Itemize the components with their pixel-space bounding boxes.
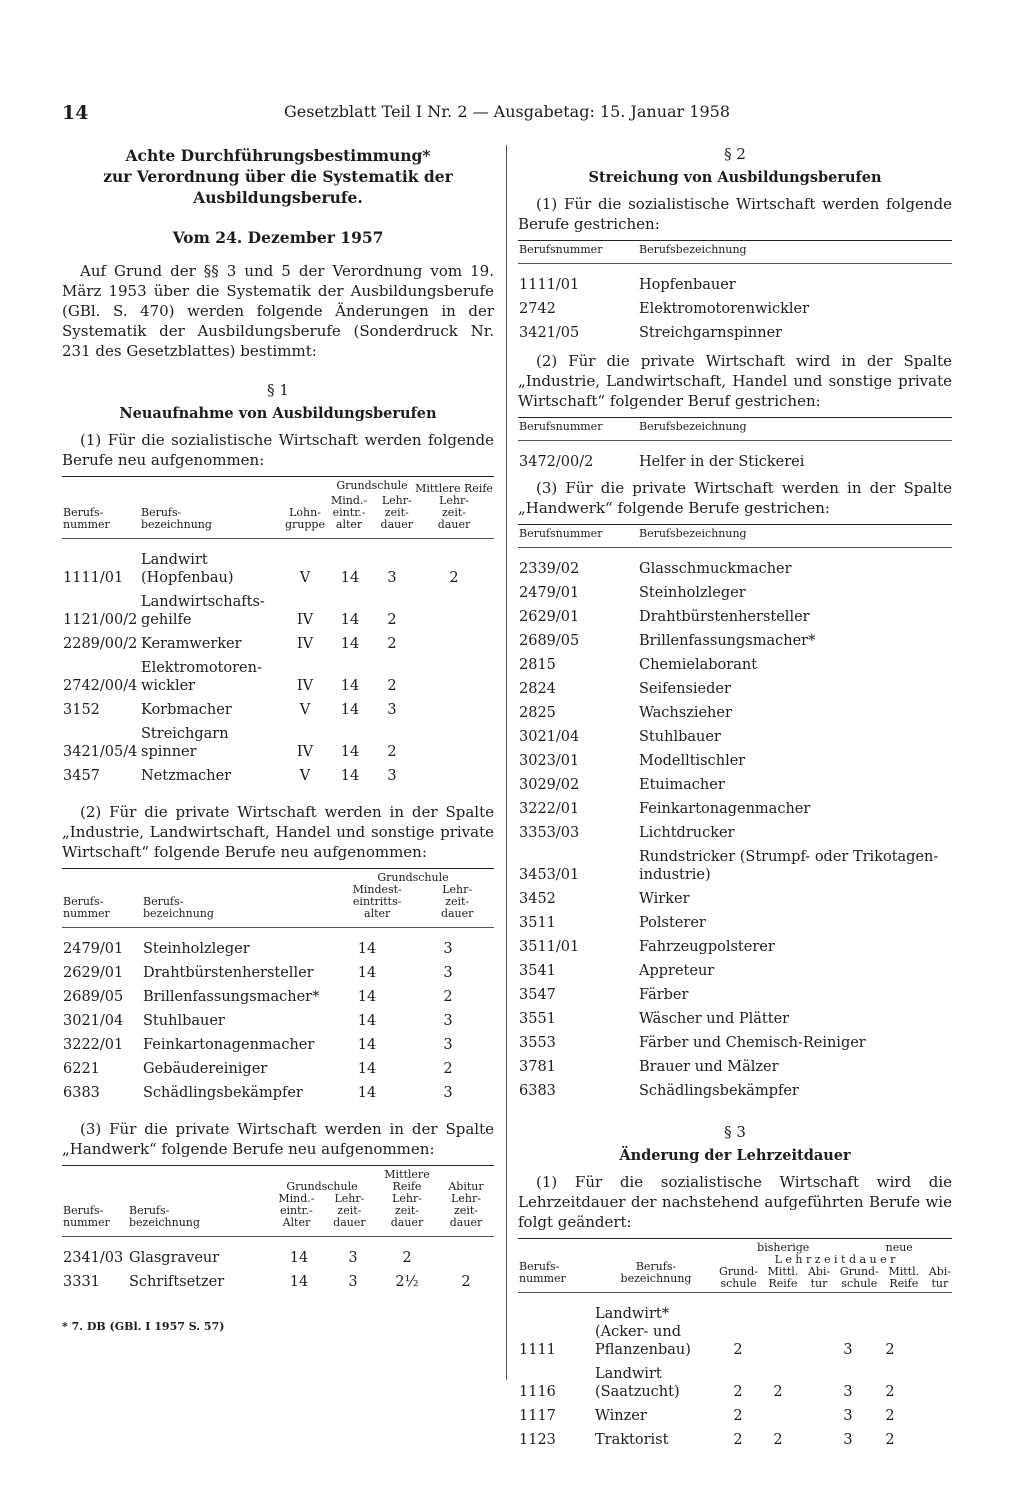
col-lehrzeit: Lehr- zeit- dauer <box>333 1192 366 1229</box>
cell-n-grundschule: 3 <box>843 1432 853 1448</box>
cell-b-mittl-reife: 2 <box>773 1384 783 1400</box>
cell-nummer: 2629/01 <box>519 609 580 625</box>
title-line: Ausbildungsberufe. <box>193 188 363 207</box>
table-row <box>518 297 952 321</box>
cell-lohngruppe: IV <box>296 678 314 694</box>
cell-lehrzeit: 3 <box>387 702 397 718</box>
cell-bezeichnung: Wäscher und Plätter <box>639 1011 790 1027</box>
section-1-number: § 1 <box>267 381 289 399</box>
cell-bezeichnung: Stuhlbauer <box>639 729 721 745</box>
table-row <box>62 1270 494 1294</box>
cell-n-abitur <box>910 1293 952 1363</box>
cell-nummer: 3511 <box>519 915 556 931</box>
table-row <box>518 1007 952 1031</box>
cell-nummer: 2825 <box>519 705 556 721</box>
section-2-title: Streichung von Ausbildungsberufen <box>588 169 882 186</box>
col-n-grundschule: Grund- schule <box>839 1265 879 1290</box>
cell-nummer: 3553 <box>519 1035 556 1051</box>
col-nummer: Berufs- nummer <box>63 1204 110 1229</box>
s2-paragraph-1: (1) Für die sozialistische Wirtschaft werden folgende Berufe gestrichen: <box>518 195 952 233</box>
section-2-number: § 2 <box>724 145 746 163</box>
table-row <box>518 677 952 701</box>
col-n-mittl-reife: Mittl. Reife <box>888 1265 920 1290</box>
cell-bezeichnung: Wirker <box>639 891 690 907</box>
cell-b-mittl-reife <box>758 1404 798 1428</box>
cell-lohngruppe: V <box>299 768 311 784</box>
cell-b-grundschule: 2 <box>733 1408 743 1424</box>
table-row <box>62 1081 494 1105</box>
cell-mr-lehrzeit <box>414 590 494 632</box>
cell-nummer: 3222/01 <box>63 1037 124 1053</box>
table-new-private-industry <box>62 868 494 1105</box>
page-header <box>62 100 952 126</box>
cell-bezeichnung: Etuimacher <box>639 777 725 793</box>
left-column <box>62 145 494 1333</box>
cell-bezeichnung: Stuhlbauer <box>143 1013 225 1029</box>
cell-lehrzeit: 3 <box>443 941 453 957</box>
cell-mr-lehrzeit: 2 <box>449 570 459 586</box>
cell-lohngruppe: IV <box>296 612 314 628</box>
col-b-abitur: Abi- tur <box>807 1265 831 1290</box>
cell-bezeichnung: Winzer <box>595 1408 647 1424</box>
cell-bezeichnung: Rundstricker (Strumpf- oder Trikotagen- industrie) <box>639 849 939 883</box>
cell-lehrzeit: 3 <box>443 1013 453 1029</box>
cell-mr-lehrzeit: 2½ <box>395 1274 419 1290</box>
table-row <box>518 321 952 345</box>
cell-b-grundschule: 2 <box>733 1342 743 1358</box>
table-row <box>518 1079 952 1103</box>
col-grundschule <box>332 869 494 928</box>
cell-bezeichnung: Glasgraveur <box>129 1250 220 1266</box>
cell-nummer: 2815 <box>519 657 556 673</box>
cell-nummer: 6383 <box>519 1083 556 1099</box>
cell-mr-lehrzeit <box>414 632 494 656</box>
table-row <box>518 821 952 845</box>
cell-bezeichnung: Fahrzeugpolsterer <box>639 939 775 955</box>
cell-nummer: 2339/02 <box>519 561 580 577</box>
group-grundschule: Grundschule <box>377 871 449 884</box>
table-row <box>62 764 494 788</box>
cell-nummer: 2341/03 <box>63 1250 124 1266</box>
cell-n-abitur <box>910 1404 952 1428</box>
intro-paragraph: Auf Grund der §§ 3 und 5 der Verordnung vom 19. März 1953 über die Systematik der Ausbildungsberufe (GBl. S. 470) werden folgende Änderungen in der Systematik der Ausbildungsberufe (Sonderdruck Nr. 231 des Gesetzblattes) bestimmt: <box>62 262 494 360</box>
table-deleted-private-industry <box>518 417 952 474</box>
cell-mind-alter: 14 <box>340 570 360 586</box>
cell-b-mittl-reife: 2 <box>773 1432 783 1448</box>
cell-n-abitur <box>910 1428 952 1452</box>
cell-bezeichnung: Appreteur <box>639 963 715 979</box>
table-row <box>518 959 952 983</box>
cell-nummer: 3457 <box>63 768 100 784</box>
cell-nummer: 2479/01 <box>519 585 580 601</box>
cell-mr-lehrzeit: 2 <box>402 1250 412 1266</box>
cell-nummer: 2742 <box>519 301 556 317</box>
s1-paragraph-2: (2) Für die private Wirtschaft werden in der Spalte „Industrie, Landwirtschaft, Handel und sonstige private Wirtschaft“ folgende Berufe neu aufgenommen: <box>62 803 494 861</box>
cell-nummer: 6221 <box>63 1061 100 1077</box>
table-row <box>62 1009 494 1033</box>
cell-bezeichnung: Steinholzleger <box>143 941 250 957</box>
cell-mr-lehrzeit <box>414 656 494 698</box>
table-row <box>62 698 494 722</box>
cell-ab-lehrzeit <box>438 1237 494 1271</box>
table-row <box>62 722 494 764</box>
cell-mr-lehrzeit <box>414 764 494 788</box>
group-lehrzeitdauer: L e h r z e i t d a u e r <box>774 1253 896 1266</box>
cell-lehrzeit: 2 <box>443 989 453 1005</box>
table-row <box>518 887 952 911</box>
cell-nummer: 3421/05 <box>519 325 580 341</box>
cell-bezeichnung: Feinkartonagenmacher <box>639 801 811 817</box>
s2-paragraph-2: (2) Für die private Wirtschaft wird in der Spalte „Industrie, Landwirtschaft, Handel und sonstige private Wirtschaft“ folgender Beruf gestrichen: <box>518 352 952 410</box>
col-mind-alter: Mind.- eintr.- alter <box>331 494 368 531</box>
col-b-mittl-reife: Mittl. Reife <box>767 1265 799 1290</box>
table-row <box>62 985 494 1009</box>
table-row <box>62 1033 494 1057</box>
cell-nummer: 3353/03 <box>519 825 580 841</box>
cell-nummer: 3023/01 <box>519 753 580 769</box>
cell-bezeichnung: Landwirt* (Acker- und Pflanzenbau) <box>595 1306 691 1358</box>
cell-n-mittl-reife: 2 <box>885 1408 895 1424</box>
cell-nummer: 3222/01 <box>519 801 580 817</box>
cell-nummer: 3472/00/2 <box>519 454 594 470</box>
cell-mind-alter: 14 <box>340 768 360 784</box>
section-3-title: Änderung der Lehrzeitdauer <box>619 1147 851 1164</box>
cell-nummer: 6383 <box>63 1085 100 1101</box>
cell-lehrzeit: 2 <box>443 1061 453 1077</box>
col-bezeichnung: Berufsbezeichnung <box>639 420 747 433</box>
cell-nummer: 3547 <box>519 987 556 1003</box>
cell-lehrzeit: 3 <box>443 1085 453 1101</box>
cell-mind-alter: 14 <box>340 612 360 628</box>
cell-b-grundschule: 2 <box>733 1432 743 1448</box>
s2-paragraph-3: (3) Für die private Wirtschaft werden in der Spalte „Handwerk“ folgende Berufe gestrichen: <box>518 479 952 517</box>
cell-nummer: 3452 <box>519 891 556 907</box>
table-row <box>62 961 494 985</box>
ordinance-title <box>62 145 494 208</box>
table-row <box>62 632 494 656</box>
cell-bezeichnung: Schriftsetzer <box>129 1274 225 1290</box>
col-bezeichnung: Berufs- bezeichnung <box>129 1204 200 1229</box>
table-deleted-private-handwerk <box>518 524 952 1103</box>
cell-bezeichnung: Brillenfassungsmacher* <box>639 633 816 649</box>
col-n-abitur: Abi- tur <box>928 1265 951 1290</box>
section-3-number: § 3 <box>724 1123 746 1141</box>
cell-n-mittl-reife: 2 <box>885 1432 895 1448</box>
cell-b-abitur <box>798 1362 826 1404</box>
col-grundschule <box>268 1166 376 1237</box>
cell-ab-lehrzeit: 2 <box>461 1274 471 1290</box>
cell-mind-alter: 14 <box>340 678 360 694</box>
cell-nummer: 1117 <box>519 1408 556 1424</box>
cell-mind-alter: 14 <box>289 1274 309 1290</box>
col-nummer: Berufs- nummer <box>63 506 110 531</box>
col-bezeichnung: Berufsbezeichnung <box>639 527 747 540</box>
cell-bezeichnung: Streichgarn spinner <box>141 726 229 760</box>
table-row <box>518 1293 952 1363</box>
right-column <box>518 145 952 1452</box>
col-ab-lehrzeit: Lehr- zeit- dauer <box>449 1192 483 1229</box>
footnote: * 7. DB (GBl. I 1957 S. 57) <box>62 1320 225 1333</box>
table-new-socialist <box>62 476 494 788</box>
table-row <box>518 1031 952 1055</box>
table-row <box>62 1057 494 1081</box>
col-abitur <box>438 1166 494 1237</box>
cell-bezeichnung: Feinkartonagenmacher <box>143 1037 315 1053</box>
col-nummer: Berufs- nummer <box>63 895 110 920</box>
cell-nummer: 2742/00/4 <box>63 678 138 694</box>
cell-lehrzeit: 3 <box>443 1037 453 1053</box>
table-row <box>62 539 494 591</box>
cell-bezeichnung: Chemielaborant <box>639 657 758 673</box>
cell-mind-alter: 14 <box>340 702 360 718</box>
cell-bezeichnung: Landwirt (Hopfenbau) <box>141 552 234 586</box>
col-nummer: Berufs- nummer <box>519 1260 566 1285</box>
cell-bezeichnung: Netzmacher <box>141 768 232 784</box>
gazette-header: Gesetzblatt Teil I Nr. 2 — Ausgabetag: 15. Januar 1958 <box>284 102 731 121</box>
table-row <box>62 590 494 632</box>
cell-nummer: 1123 <box>519 1432 556 1448</box>
title-line: Achte Durchführungsbestimmung* <box>125 146 431 165</box>
cell-nummer: 3331 <box>63 1274 100 1290</box>
table-row <box>518 911 952 935</box>
cell-bezeichnung: Elektromotorenwickler <box>639 301 810 317</box>
cell-bezeichnung: Drahtbürstenhersteller <box>639 609 810 625</box>
cell-lehrzeit: 3 <box>387 570 397 586</box>
cell-mind-alter: 14 <box>289 1250 309 1266</box>
cell-bezeichnung: Seifensieder <box>639 681 731 697</box>
cell-bezeichnung: Korbmacher <box>141 702 232 718</box>
cell-bezeichnung: Brillenfassungsmacher* <box>143 989 320 1005</box>
col-b-grundschule: Grund- schule <box>719 1265 758 1290</box>
cell-mr-lehrzeit <box>414 722 494 764</box>
cell-nummer: 2289/00/2 <box>63 636 138 652</box>
table-row <box>518 1055 952 1079</box>
group-grundschule: Grundschule <box>336 479 408 492</box>
table-row <box>518 629 952 653</box>
cell-nummer: 1121/00/2 <box>63 612 138 628</box>
cell-nummer: 3021/04 <box>519 729 580 745</box>
cell-lehrzeit: 3 <box>387 768 397 784</box>
table-row <box>518 1428 952 1452</box>
cell-bezeichnung: Schädlingsbekämpfer <box>639 1083 799 1099</box>
cell-bezeichnung: Steinholzleger <box>639 585 746 601</box>
table-row <box>518 581 952 605</box>
cell-nummer: 2689/05 <box>519 633 580 649</box>
cell-mind-alter: 14 <box>357 1061 377 1077</box>
col-lehrzeit: Lehr- zeit- dauer <box>380 494 413 531</box>
table-row <box>62 656 494 698</box>
cell-nummer: 1111 <box>519 1342 556 1358</box>
group-neue: neue <box>885 1241 913 1254</box>
cell-n-grundschule: 3 <box>843 1384 853 1400</box>
cell-lehrzeit: 3 <box>443 965 453 981</box>
cell-mind-alter: 14 <box>357 941 377 957</box>
cell-mind-alter: 14 <box>357 1013 377 1029</box>
col-mittlere-reife <box>414 477 494 539</box>
cell-n-mittl-reife: 2 <box>885 1384 895 1400</box>
group-mittlere-reife: Mittlere Reife <box>415 482 493 495</box>
cell-lehrzeit: 2 <box>387 744 397 760</box>
cell-b-grundschule: 2 <box>733 1384 743 1400</box>
cell-nummer: 3152 <box>63 702 100 718</box>
cell-lohngruppe: V <box>299 702 311 718</box>
col-lehrzeitdauer <box>718 1239 952 1293</box>
table-row <box>518 797 952 821</box>
cell-lohngruppe: IV <box>296 636 314 652</box>
cell-bezeichnung: Helfer in der Stickerei <box>639 454 805 470</box>
cell-bezeichnung: Lichtdrucker <box>639 825 735 841</box>
cell-bezeichnung: Färber <box>639 987 689 1003</box>
table-row <box>518 264 952 298</box>
cell-n-abitur <box>910 1362 952 1404</box>
group-abitur: Abitur <box>448 1180 484 1193</box>
table-deleted-socialist <box>518 240 952 345</box>
cell-lehrzeit: 3 <box>348 1274 358 1290</box>
cell-bezeichnung: Wachszieher <box>639 705 732 721</box>
cell-bezeichnung: Streichgarnspinner <box>639 325 783 341</box>
cell-b-abitur <box>798 1428 826 1452</box>
cell-bezeichnung: Gebäudereiniger <box>143 1061 268 1077</box>
cell-bezeichnung: Traktorist <box>595 1432 669 1448</box>
s1-paragraph-1: (1) Für die sozialistische Wirtschaft werden folgende Berufe neu aufgenommen: <box>62 431 494 469</box>
cell-b-abitur <box>798 1404 826 1428</box>
column-divider <box>506 145 507 1380</box>
col-nummer: Berufsnummer <box>519 527 603 540</box>
cell-mind-alter: 14 <box>340 636 360 652</box>
table-row <box>518 1362 952 1404</box>
col-lehrzeit: Lehr- zeit- dauer <box>440 883 474 920</box>
table-row <box>518 845 952 887</box>
cell-bezeichnung: Drahtbürstenhersteller <box>143 965 314 981</box>
cell-bezeichnung: Brauer und Mälzer <box>639 1059 779 1075</box>
cell-nummer: 2689/05 <box>63 989 124 1005</box>
cell-nummer: 3021/04 <box>63 1013 124 1029</box>
page-number: 14 <box>62 102 89 124</box>
cell-mind-alter: 14 <box>357 989 377 1005</box>
cell-nummer: 3781 <box>519 1059 556 1075</box>
table-row <box>518 749 952 773</box>
table-row <box>62 928 494 962</box>
cell-bezeichnung: Schädlingsbekämpfer <box>143 1085 303 1101</box>
col-nummer: Berufsnummer <box>519 420 603 433</box>
cell-n-mittl-reife: 2 <box>885 1342 895 1358</box>
cell-b-abitur <box>798 1293 826 1363</box>
cell-nummer: 3551 <box>519 1011 556 1027</box>
cell-nummer: 3511/01 <box>519 939 580 955</box>
cell-lehrzeit: 2 <box>387 612 397 628</box>
table-row <box>518 701 952 725</box>
cell-nummer: 2479/01 <box>63 941 124 957</box>
s3-paragraph-1: (1) Für die sozialistische Wirtschaft wird die Lehrzeitdauer der nachstehend aufgeführten Berufe wie folgt geändert: <box>518 1173 952 1231</box>
table-row <box>518 441 952 475</box>
table-row <box>518 983 952 1007</box>
cell-bezeichnung: Glasschmuckmacher <box>639 561 792 577</box>
cell-lehrzeit: 3 <box>348 1250 358 1266</box>
cell-mind-alter: 14 <box>357 1037 377 1053</box>
group-grundschule: Grundschule <box>286 1180 358 1193</box>
section-1-title: Neuaufnahme von Ausbildungsberufen <box>119 405 437 422</box>
cell-b-mittl-reife <box>758 1293 798 1363</box>
col-bezeichnung: Berufs- bezeichnung <box>620 1260 692 1285</box>
cell-bezeichnung: Keramwerker <box>141 636 242 652</box>
cell-lohngruppe: IV <box>296 744 314 760</box>
table-row <box>518 653 952 677</box>
ordinance-date: Vom 24. Dezember 1957 <box>172 228 384 247</box>
cell-lehrzeit: 2 <box>387 636 397 652</box>
cell-bezeichnung: Landwirtschafts- gehilfe <box>141 594 265 628</box>
s1-paragraph-3: (3) Für die private Wirtschaft werden in der Spalte „Handwerk“ folgende Berufe neu aufgenommen: <box>62 1120 494 1158</box>
col-lohngruppe: Lohn- gruppe <box>285 506 325 531</box>
table-row <box>518 773 952 797</box>
cell-nummer: 3453/01 <box>519 867 580 883</box>
table-row <box>518 725 952 749</box>
cell-bezeichnung: Landwirt (Saatzucht) <box>595 1366 680 1400</box>
cell-nummer: 3029/02 <box>519 777 580 793</box>
table-row <box>518 605 952 629</box>
table-row <box>518 548 952 582</box>
cell-mind-alter: 14 <box>340 744 360 760</box>
col-nummer: Berufsnummer <box>519 243 603 256</box>
col-bezeichnung: Berufs- bezeichnung <box>141 506 212 531</box>
group-bisherige: bisherige <box>757 1241 810 1254</box>
cell-n-grundschule: 3 <box>843 1408 853 1424</box>
cell-nummer: 1111/01 <box>519 277 580 293</box>
cell-nummer: 3421/05/4 <box>63 744 138 760</box>
col-mind-alter: Mind.- eintr.- Alter <box>278 1192 315 1229</box>
table-row <box>62 1237 494 1271</box>
cell-lohngruppe: V <box>299 570 311 586</box>
cell-bezeichnung: Färber und Chemisch-Reiniger <box>639 1035 866 1051</box>
col-mr-lehrzeit: Lehr- zeit- dauer <box>390 1192 424 1229</box>
cell-bezeichnung: Modelltischler <box>639 753 746 769</box>
cell-bezeichnung: Polsterer <box>639 915 706 931</box>
cell-nummer: 1111/01 <box>63 570 124 586</box>
table-row <box>518 935 952 959</box>
cell-nummer: 3541 <box>519 963 556 979</box>
table-row <box>518 1404 952 1428</box>
cell-nummer: 2824 <box>519 681 556 697</box>
title-line: zur Verordnung über die Systematik der <box>103 167 453 186</box>
cell-bezeichnung: Hopfenbauer <box>639 277 736 293</box>
cell-mr-lehrzeit <box>414 698 494 722</box>
col-mind-alter: Mindest- eintritts- alter <box>352 883 402 920</box>
group-mittlere-reife: Mittlere Reife <box>384 1168 430 1193</box>
table-new-private-handwerk <box>62 1165 494 1294</box>
col-mittlere-reife <box>376 1166 438 1237</box>
col-grundschule <box>330 477 414 539</box>
cell-mind-alter: 14 <box>357 965 377 981</box>
cell-nummer: 1116 <box>519 1384 556 1400</box>
cell-bezeichnung: Elektromotoren- wickler <box>141 660 262 694</box>
cell-nummer: 2629/01 <box>63 965 124 981</box>
col-bezeichnung: Berufs- bezeichnung <box>143 895 214 920</box>
cell-mind-alter: 14 <box>357 1085 377 1101</box>
col-bezeichnung: Berufsbezeichnung <box>639 243 747 256</box>
cell-lehrzeit: 2 <box>387 678 397 694</box>
table-lehrzeit-change <box>518 1238 952 1452</box>
cell-n-grundschule: 3 <box>843 1342 853 1358</box>
col-mr-lehrzeit: Lehr- zeit- dauer <box>437 494 471 531</box>
